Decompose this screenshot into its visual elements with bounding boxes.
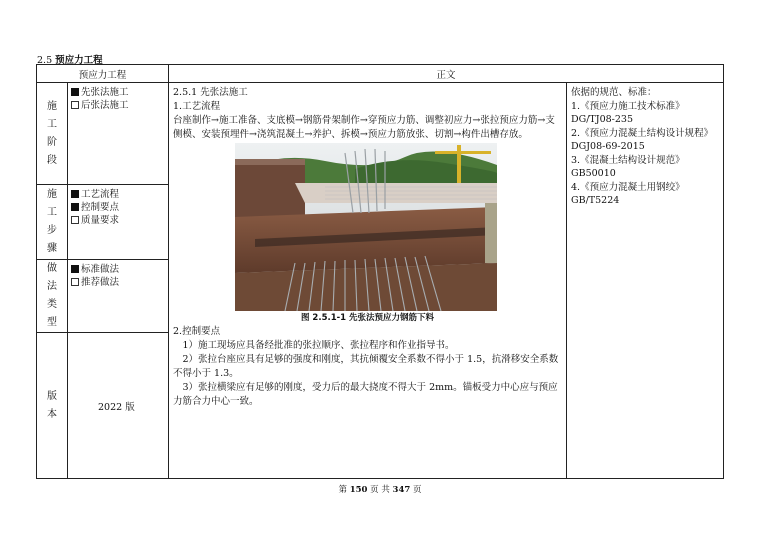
table-header-row (37, 65, 724, 83)
standards-title: 依据的规范、标准： (571, 87, 657, 98)
pretension-rebar-photo (235, 143, 497, 311)
standard-item: 3.《混凝土结构设计规范》GB50010 (571, 154, 685, 179)
figure-caption: 图 2.5.1-1 先张法预应力钢筋下料 (300, 313, 435, 323)
header-category: 预应力工程 (37, 65, 169, 83)
option-quality[interactable]: 质量要求 (71, 214, 168, 227)
steps-options (68, 185, 169, 260)
option-pretension[interactable]: 先张法施工 (71, 86, 168, 99)
checked-box-icon (71, 190, 79, 198)
section-name: 预应力工程 (55, 55, 103, 66)
type-options (68, 260, 169, 333)
label-version: 版 本 (37, 333, 68, 479)
standard-item: 1.《预应力施工技术标准》DG/TJ08-235 (571, 100, 685, 125)
control-point-1: 1）施工现场应具备经批准的张拉顺序、张拉程序和作业指导书。 (182, 340, 455, 351)
stage-options (68, 83, 169, 185)
version-value: 2022 版 (68, 333, 169, 479)
unchecked-box-icon (71, 278, 79, 286)
control-point-2: 2）张拉台座应具有足够的强度和刚度，其抗倾覆安全系数不得小于 1.5，抗滑移安全系数不得小于 1.3。 (173, 354, 559, 379)
label-steps: 施 工 步 骤 (37, 185, 68, 260)
checked-box-icon (71, 88, 79, 96)
section-number: 2.5 (37, 55, 56, 66)
checked-box-icon (71, 203, 79, 211)
option-control-points[interactable]: 控制要点 (71, 201, 168, 214)
page-number: 第 150 页 共 347 页 (338, 485, 422, 495)
content-sub1: 1.工艺流程 (173, 101, 221, 112)
option-process-flow[interactable]: 工艺流程 (71, 188, 168, 201)
row-stage (37, 83, 724, 185)
option-posttension[interactable]: 后张法施工 (71, 99, 168, 112)
checked-box-icon (71, 265, 79, 273)
control-point-3: 3）张拉横梁应有足够的刚度，受力后的最大挠度不得大于 2mm。锚板受力中心应与预应力筋合力中心一致。 (173, 382, 558, 407)
label-type: 做 法 类 型 (37, 260, 68, 333)
standards-list (567, 83, 724, 479)
spec-table (36, 64, 724, 479)
label-stage: 施 工 阶 段 (37, 83, 68, 185)
body-content (169, 83, 567, 479)
unchecked-box-icon (71, 216, 79, 224)
standard-item: 4.《预应力混凝土用钢绞》GB/T5224 (571, 181, 685, 206)
standard-item: 2.《预应力混凝土结构设计规程》DGJ08-69-2015 (571, 127, 714, 152)
option-recommended[interactable]: 推荐做法 (71, 276, 168, 289)
unchecked-box-icon (71, 101, 79, 109)
header-body: 正文 (169, 65, 724, 83)
content-sub2: 2.控制要点 (173, 326, 221, 337)
content-heading: 2.5.1 先张法施工 (173, 87, 248, 98)
process-flow: 台座制作→施工准备、支底模→钢筋骨架制作→穿预应力筋、调整初应力→张拉预应力筋→支侧模、安装预埋件→浇筑混凝土→养护、拆模→预应力筋放张、切割→构件出槽存放。 (173, 115, 555, 140)
option-standard[interactable]: 标准做法 (71, 263, 168, 276)
